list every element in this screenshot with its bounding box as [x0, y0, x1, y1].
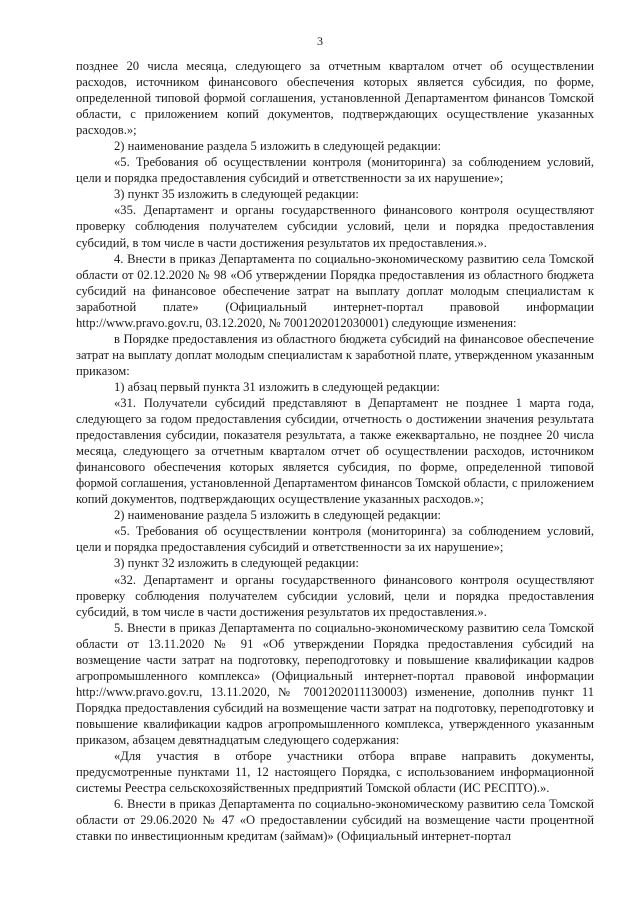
paragraph-amendment-6: 6. Внести в приказ Департамента по социально-экономическому развитию села Томской области от 29.06.2020 № 47 «О предоставлении субсидий на возмещение части процентной ставки по инвестиционным кредитам (займам)» (Официальный интернет-портал [76, 797, 594, 844]
paragraph-quote-participation: «Для участия в отборе участники отбора вправе направить документы, предусмотренные пунктами 11, 12 настоящего Порядка, с использованием информационной системы Реестра сельскохозяйственных предприятий Томской области (ИС РЕСПТО).». [76, 749, 594, 796]
paragraph-quote-point-32: «32. Департамент и органы государственного финансового контроля осуществляют проверку соблюдения получателем субсидии условий, цели и порядка предоставления субсидий, в том числе в части достижения результатов их предоставления.». [76, 572, 594, 619]
paragraph-amendment-4: 4. Внести в приказ Департамента по социально-экономическому развитию села Томской области от 02.12.2020 № 98 «Об утверждении Порядка предоставления из областного бюджета субсидий на финансовое обеспечение затрат на выплату доплат молодым специалистам к заработной плате» (Официальный интернет-портал правовой информации http://www.pravo.gov.ru, 03.12.2020, № 7001202012030001) следующие изменения: [76, 251, 594, 330]
paragraph-item-3-point-35: 3) пункт 35 изложить в следующей редакции: [114, 187, 359, 202]
paragraph-quote-section-5: «5. Требования об осуществлении контроля (мониторинга) за соблюдением условий, цели и порядка предоставления субсидий и ответственности за их нарушение»; [76, 155, 594, 186]
paragraph-quote-section-5b: «5. Требования об осуществлении контроля (мониторинга) за соблюдением условий, цели и порядка предоставления субсидий и ответственности за их нарушение»; [76, 524, 594, 555]
paragraph-procedure-intro: в Порядке предоставления из областного бюджета субсидий на финансовое обеспечение затрат на выплату доплат молодым специалистам к заработной плате, утвержденном указанным приказом: [76, 331, 594, 378]
document-body [76, 58, 594, 844]
paragraph-item-2-section-5: 2) наименование раздела 5 изложить в следующей редакции: [114, 139, 442, 154]
paragraph-item-2-section-5b: 2) наименование раздела 5 изложить в следующей редакции: [114, 508, 442, 523]
page-number: 3 [317, 34, 323, 48]
paragraph-continuation: позднее 20 числа месяца, следующего за отчетным кварталом отчет об осуществлении расходов, источником финансового обеспечения которых является субсидия, по форме, определенной типовой формой соглашения, установленной Департаментом финансов Томской области, с приложением копий документов, подтверждающих осуществление указанных расходов.»; [76, 59, 594, 138]
paragraph-item-1-point-31: 1) абзац первый пункта 31 изложить в следующей редакции: [114, 379, 440, 394]
paragraph-quote-point-31: «31. Получатели субсидий представляют в Департамент не позднее 1 марта года, следующего за годом предоставления субсидии, отчетность о достижении значения результата предоставления субсидии, показателя результата, а также ежеквартально, не позднее 20 числа месяца, следующего за отчетным кварталом отчет об осуществлении расходов, источником финансового обеспечения которых является субсидия, по форме, определенной типовой формой соглашения, установленной Департаментом финансов Томской области, с приложением копий документов, подтверждающих осуществление указанных расходов.»; [76, 395, 594, 507]
paragraph-quote-point-35: «35. Департамент и органы государственного финансового контроля осуществляют проверку соблюдения получателем субсидии условий, цели и порядка предоставления субсидий, в том числе в части достижения результатов их предоставления.». [76, 203, 594, 250]
paragraph-amendment-5: 5. Внести в приказ Департамента по социально-экономическому развитию села Томской области от 13.11.2020 № 91 «Об утверждении Порядка предоставления субсидий на возмещение части затрат на подготовку, переподготовку и повышение квалификации кадров агропромышленного комплекса» (Официальный интернет-портал правовой информации http://www.pravo.gov.ru, 13.11.2020, № 7001202011130003) изменение, дополнив пункт 11 Порядка предоставления субсидий на возмещение части затрат на подготовку, переподготовку и повышение квалификации кадров агропромышленного комплекса, утвержденного указанным приказом, абзацем девятнадцатым следующего содержания: [76, 620, 594, 747]
paragraph-item-3-point-32: 3) пункт 32 изложить в следующей редакции: [114, 556, 359, 571]
